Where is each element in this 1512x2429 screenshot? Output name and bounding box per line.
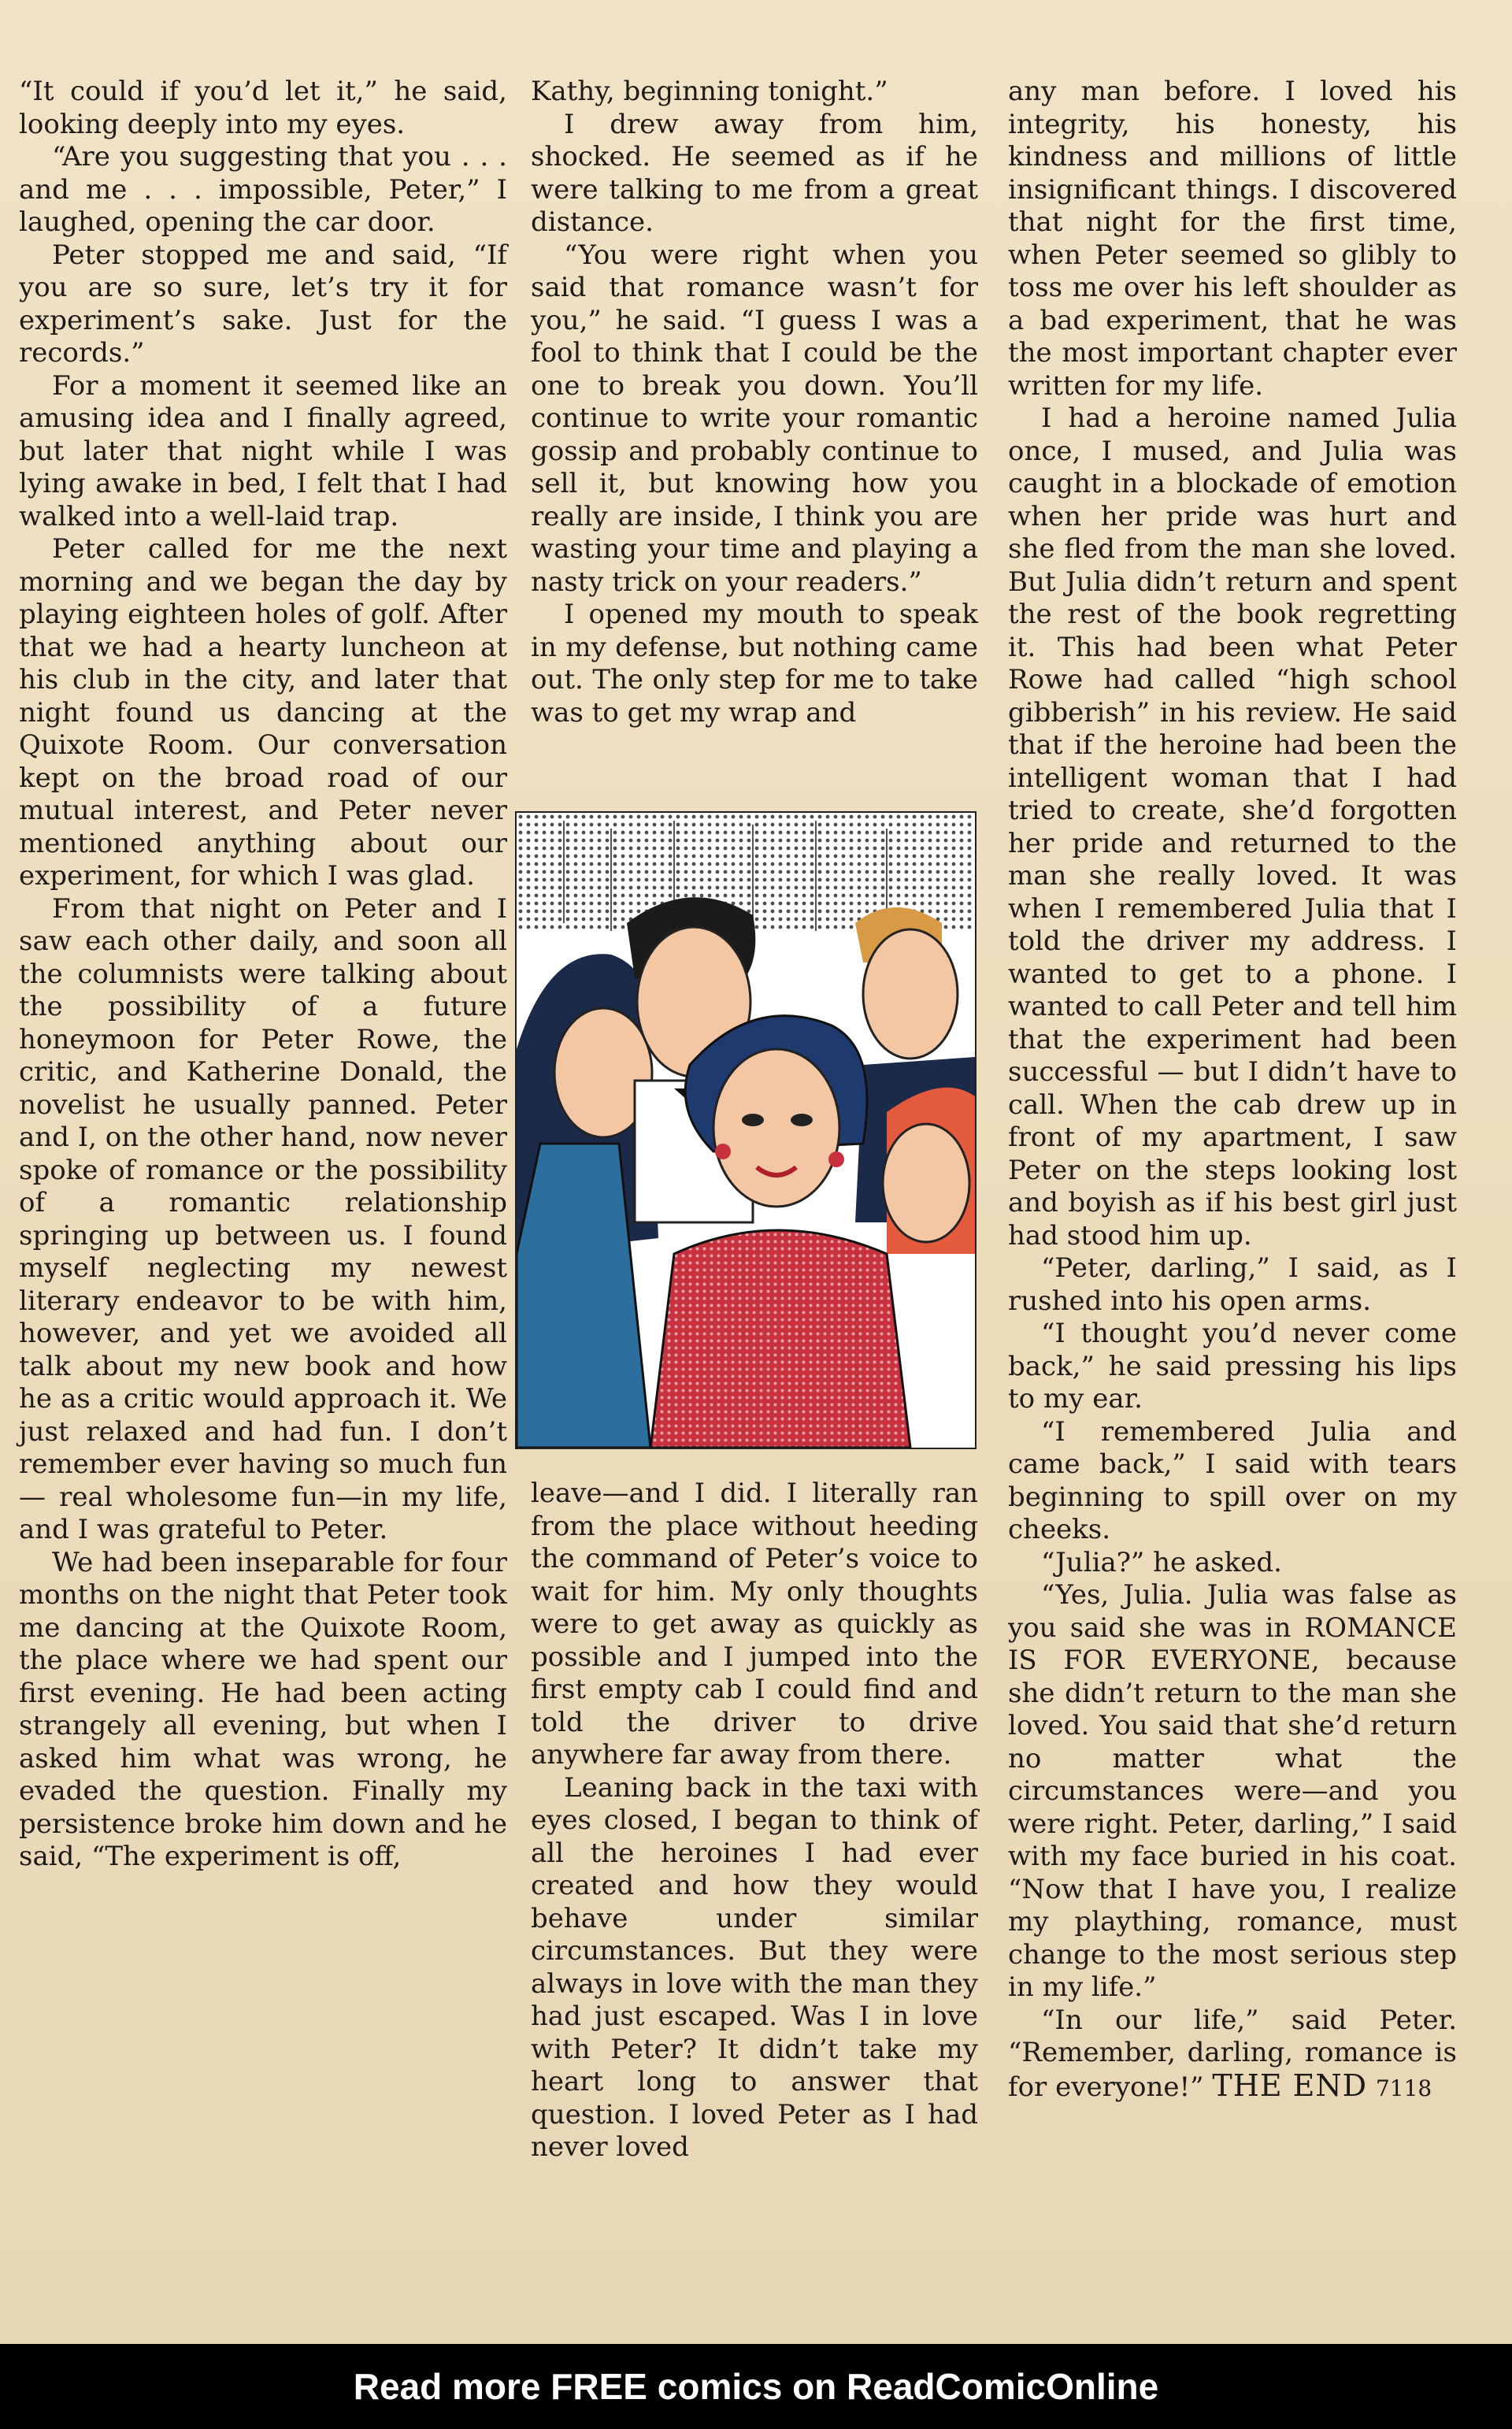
illustration-panel	[515, 811, 976, 1449]
paragraph: “Julia?” he asked.	[1041, 1546, 1282, 1578]
paragraph: From that night on Peter and I saw each other daily, and soon all the columnists were talking about the possibility of a future honeymoon for Peter Rowe, the critic, and Katherine Donald, the novelist he usually panned. Peter and I, on the other hand, now never spoke of romance or the possibility of a romantic relationship springing up between us. I found myself neglecting my newest literary endeavor to be with him, however, and yet we avoided all talk about my new book and how he as a critic would approach it. We just relaxed and had fun. I don’t remember ever having so much fun — real wholesome fun—in my life, and I was grateful to Peter.	[19, 892, 507, 1545]
paragraph: “Peter, darling,” I said, as I rushed into his open arms.	[1008, 1252, 1457, 1317]
paragraph: “It could if you’d let it,” he said, looking deeply into my eyes.	[19, 76, 507, 140]
crowd-illustration	[517, 813, 975, 1448]
paragraph-final	[1008, 2004, 1457, 2105]
paragraph: Peter called for me the next morning and we began the day by playing eighteen holes of golf. After that we had a hearty luncheon at his club in the city, and later that night found us dancing at the Quixote Room. Our conversation kept on the broad road of our mutual interest, and Peter never mentioned anything about our experiment, for which I was glad.	[19, 533, 507, 892]
paragraph: “Yes, Julia. Julia was false as you said she was in ROMANCE IS FOR EVERYONE, because she didn’t return to the man she loved. You said that she’d return no matter what the circumstances were—and you were right. Peter, darling,” I said with my face buried in his coat. “Now that I have you, I realize my plaything, romance, must change to the most serious step in my life.”	[1008, 1579, 1457, 2003]
the-end-mark: THE END	[1212, 2067, 1368, 2103]
paragraph: “Are you suggesting that you . . . and me . . . impossible, Peter,” I laughed, opening the car door.	[19, 141, 507, 238]
footer-banner[interactable]: Read more FREE comics on ReadComicOnline	[0, 2344, 1512, 2429]
paragraph: I drew away from him, shocked. He seemed as if he were talking to me from a great distance.	[531, 108, 978, 238]
paragraph: “You were right when you said that romance wasn’t for you,” he said. “I guess I was a fool to think that I could be the one to break you down. You’ll continue to write your romantic gossip and probably continue to sell it, but knowing how you really are inside, I think you are wasting your time and playing a nasty trick on your readers.”	[531, 239, 978, 598]
paragraph: any man before. I loved his integrity, his honesty, his kindness and millions of little insignificant things. I discovered that night for the first time, when Peter seemed so glibly to toss me over his left shoulder as a bad experiment, that he was the most important chapter ever written for my life.	[1008, 76, 1457, 402]
text-column-2-bottom	[531, 1478, 978, 2164]
paragraph: “I thought you’d never come back,” he said pressing his lips to my ear.	[1008, 1318, 1457, 1415]
paragraph: We had been inseparable for four months on the night that Peter took me dancing at the Quixote Room, the place where we had spent our first evening. He had been acting strangely all evening, but when I asked him what was wrong, he evaded the question. Finally my persistence broke him down and he said, “The experiment is off,	[19, 1546, 507, 1872]
page-code: 7118	[1375, 2075, 1432, 2101]
text-column-3	[1008, 76, 1457, 2105]
paragraph: Leaning back in the taxi with eyes closed, I began to think of all the heroines I had ever created and how they would behave under similar circumstances. But they were always in love with the man they had just escaped. Was I in love with Peter? It didn’t take my heart long to answer that question. I loved Peter as I had never loved	[531, 1771, 978, 2163]
paragraph: I opened my mouth to speak in my defense, but nothing came out. The only step for me to take was to get my wrap and	[531, 599, 978, 729]
paragraph: For a moment it seemed like an amusing idea and I finally agreed, but later that night while I was lying awake in bed, I felt that I had walked into a well-laid trap.	[19, 369, 507, 532]
paragraph: I had a heroine named Julia once, I mused, and Julia was caught in a blockade of emotion when her pride was hurt and she fled from the man she loved. But Julia didn’t return and spent the rest of the book regretting it. This had been what Peter Rowe had called “high school gibberish” in his review. He said that if the heroine had been the intelligent woman that I had tried to create, she’d forgotten her pride and returned to the man she really loved. It was when I remembered Julia that I told the driver my address. I wanted to get to a phone. I wanted to call Peter and tell him that the experiment had been successful — but I didn’t have to call. When the cab drew up in front of my apartment, I saw Peter on the steps looking lost and boyish as if his best girl just had stood him up.	[1008, 402, 1457, 1252]
paragraph: Peter stopped me and said, “If you are so sure, let’s try it for experiment’s sake. Just for the records.”	[19, 239, 507, 369]
paragraph: Kathy, beginning tonight.”	[531, 76, 888, 107]
paragraph: “I remembered Julia and came back,” I said with tears beginning to spill over on my cheeks.	[1008, 1415, 1457, 1545]
text-column-2-top	[531, 76, 978, 729]
text-column-1	[19, 76, 507, 1874]
paragraph: leave—and I did. I literally ran from the place without heeding the command of Peter’s voice to wait for him. My only thoughts were to get away as quickly as possible and I jumped into the first empty cab I could find and told the driver to drive anywhere far away from there.	[531, 1478, 978, 1771]
final-line: “In our life,” said Peter. “Remember, darling, romance is for everyone!”	[1008, 2004, 1457, 2103]
